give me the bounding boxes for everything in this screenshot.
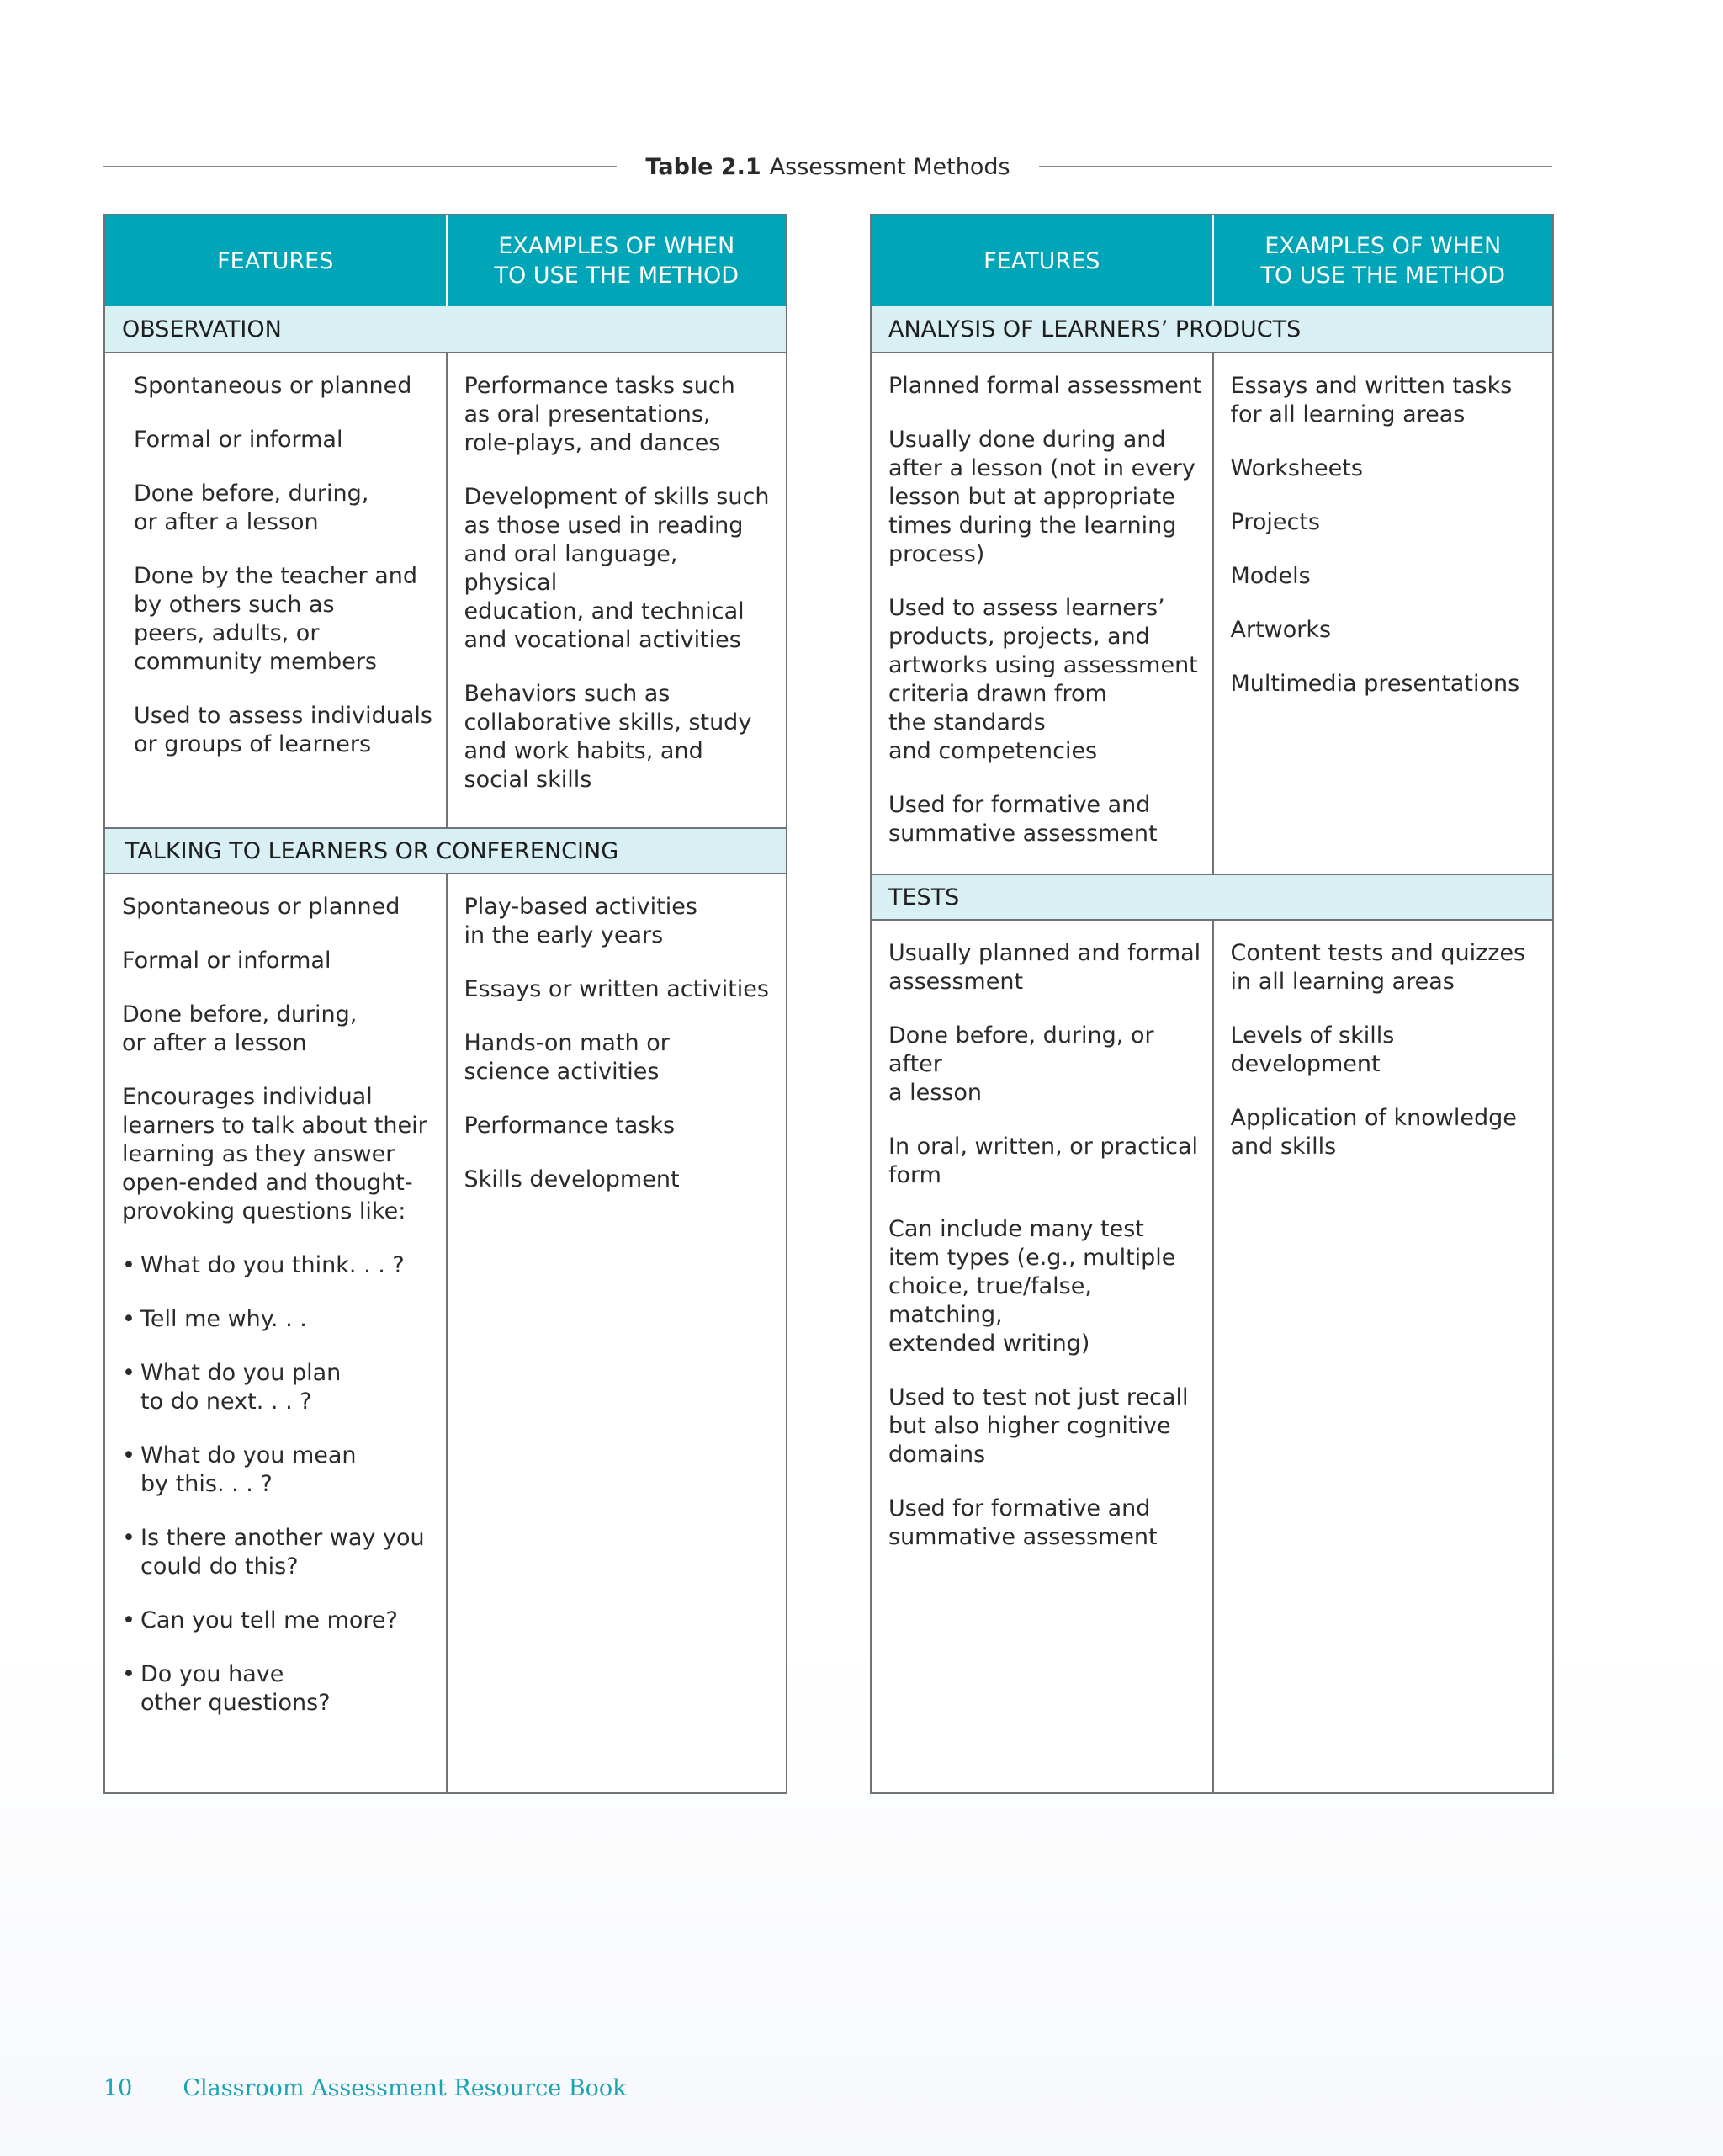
feature-item: Done before, during, or after a lesson xyxy=(134,481,369,535)
features-cell xyxy=(872,353,1212,874)
bullet-symbol: • xyxy=(122,1306,135,1332)
feature-item: Planned formal assessment xyxy=(888,373,1202,399)
question-bullet xyxy=(122,1359,437,1416)
example-item: Play-based activities in the early years xyxy=(464,894,697,948)
example-item: Worksheets xyxy=(1230,455,1363,481)
section-title-talking: TALKING TO LEARNERS OR CONFERENCING xyxy=(105,827,786,874)
example-item: Skills development xyxy=(464,1166,680,1192)
bullet-symbol: • xyxy=(122,1360,135,1386)
section-title-analysis: ANALYSIS OF LEARNERS’ PRODUCTS xyxy=(872,306,1552,353)
feature-item: Done before, during, or after a lesson xyxy=(122,1001,358,1056)
bullet-text: What do you plan to do next. . . ? xyxy=(140,1360,342,1415)
example-item: Essays and written tasks for all learning areas xyxy=(1230,373,1513,427)
table-title-row xyxy=(103,151,1552,182)
header-row xyxy=(105,215,786,306)
feature-item: Formal or informal xyxy=(134,427,343,453)
example-item: Content tests and quizzes in all learning areas xyxy=(1230,940,1526,995)
examples-header: EXAMPLES OF WHEN TO USE THE METHOD xyxy=(446,215,787,306)
table-label: Table 2.1 xyxy=(645,153,761,180)
bullet-symbol: • xyxy=(122,1661,135,1687)
features-header: FEATURES xyxy=(217,247,334,274)
header-row xyxy=(872,215,1552,306)
example-item: Performance tasks such as oral presentations, role-plays, and dances xyxy=(464,373,735,456)
bullet-symbol: • xyxy=(122,1442,135,1468)
feature-item: Done by the teacher and by others such as peers, adults, or community members xyxy=(134,563,417,675)
example-item: Artworks xyxy=(1230,617,1332,643)
feature-item: Used to assess learners’ products, projects, and artworks using assessment criteria drawn from the standards and competencies xyxy=(888,595,1198,764)
bullet-text: What do you mean by this. . . ? xyxy=(140,1442,357,1497)
example-item: Application of knowledge and skills xyxy=(1230,1105,1517,1160)
section-body-talking xyxy=(105,874,786,1792)
title-rule-right xyxy=(1039,166,1552,167)
features-header: FEATURES xyxy=(983,247,1100,274)
bullet-text: Tell me why. . . xyxy=(140,1306,307,1332)
features-cell xyxy=(872,921,1212,1792)
section-body-tests xyxy=(872,921,1552,1792)
bullet-text: Can you tell me more? xyxy=(140,1607,398,1633)
book-title: Classroom Assessment Resource Book xyxy=(183,2075,627,2101)
section-title-observation: OBSERVATION xyxy=(105,306,786,353)
title-rule-left xyxy=(103,166,617,167)
left-table xyxy=(103,214,787,1794)
bullet-symbol: • xyxy=(122,1252,135,1278)
example-item: Essays or written activities xyxy=(464,976,769,1002)
examples-cell xyxy=(446,874,787,1792)
bullet-symbol: • xyxy=(122,1607,135,1633)
example-item: Development of skills such as those used in reading and oral language, physical education, and technical and vocational activities xyxy=(464,484,770,653)
examples-cell xyxy=(446,353,787,827)
feature-item: Usually planned and formal assessment xyxy=(888,940,1201,995)
feature-item: Done before, during, or after a lesson xyxy=(888,1022,1154,1106)
section-title-tests: TESTS xyxy=(872,874,1552,921)
section-body-analysis xyxy=(872,353,1552,874)
table-title xyxy=(617,154,1038,180)
example-item: Behaviors such as collaborative skills, study and work habits, and social skills xyxy=(464,681,752,793)
feature-item: Formal or informal xyxy=(122,948,331,974)
question-bullet xyxy=(122,1442,437,1499)
example-item: Hands-on math or science activities xyxy=(464,1030,670,1085)
bullet-symbol: • xyxy=(122,1525,135,1551)
feature-item: Used to test not just recall but also higher cognitive domains xyxy=(888,1384,1189,1468)
question-bullet xyxy=(122,1251,437,1280)
feature-item: Encourages individual learners to talk about their learning as they answer open-ended and thought- provoking questions like: xyxy=(122,1084,427,1224)
feature-item: Used for formative and summative assessment xyxy=(888,1495,1158,1550)
example-item: Performance tasks xyxy=(464,1113,676,1139)
example-item: Multimedia presentations xyxy=(1230,671,1520,697)
page-footer xyxy=(103,2075,626,2101)
features-cell xyxy=(105,353,446,827)
bullet-text: Is there another way you could do this? xyxy=(140,1525,425,1580)
feature-item: Used to assess individuals or groups of learners xyxy=(134,703,432,757)
feature-item: Used for formative and summative assessment xyxy=(888,792,1158,847)
question-bullet xyxy=(122,1524,437,1581)
question-bullet xyxy=(122,1305,437,1334)
features-cell xyxy=(105,874,446,1792)
bullet-text: Do you have other questions? xyxy=(140,1661,331,1716)
feature-item: Spontaneous or planned xyxy=(134,373,412,399)
examples-header: EXAMPLES OF WHEN TO USE THE METHOD xyxy=(1212,215,1553,306)
question-bullet xyxy=(122,1606,437,1635)
example-item: Projects xyxy=(1230,509,1320,535)
feature-item: Can include many test item types (e.g., multiple choice, true/false, matching, extended writing) xyxy=(888,1216,1176,1357)
page-number: 10 xyxy=(103,2075,133,2101)
feature-item: Spontaneous or planned xyxy=(122,894,400,920)
feature-item: Usually done during and after a lesson (not in every lesson but at appropriate times during the learning process) xyxy=(888,427,1195,567)
bullet-text: What do you think. . . ? xyxy=(140,1252,405,1278)
example-item: Models xyxy=(1230,563,1311,589)
table-caption: Assessment Methods xyxy=(769,153,1010,180)
example-item: Levels of skills development xyxy=(1230,1022,1395,1077)
examples-cell xyxy=(1212,921,1553,1792)
right-table xyxy=(870,214,1554,1794)
section-body-observation xyxy=(105,353,786,827)
question-bullet xyxy=(122,1660,437,1718)
examples-cell xyxy=(1212,353,1553,874)
feature-item: In oral, written, or practical form xyxy=(888,1134,1199,1188)
